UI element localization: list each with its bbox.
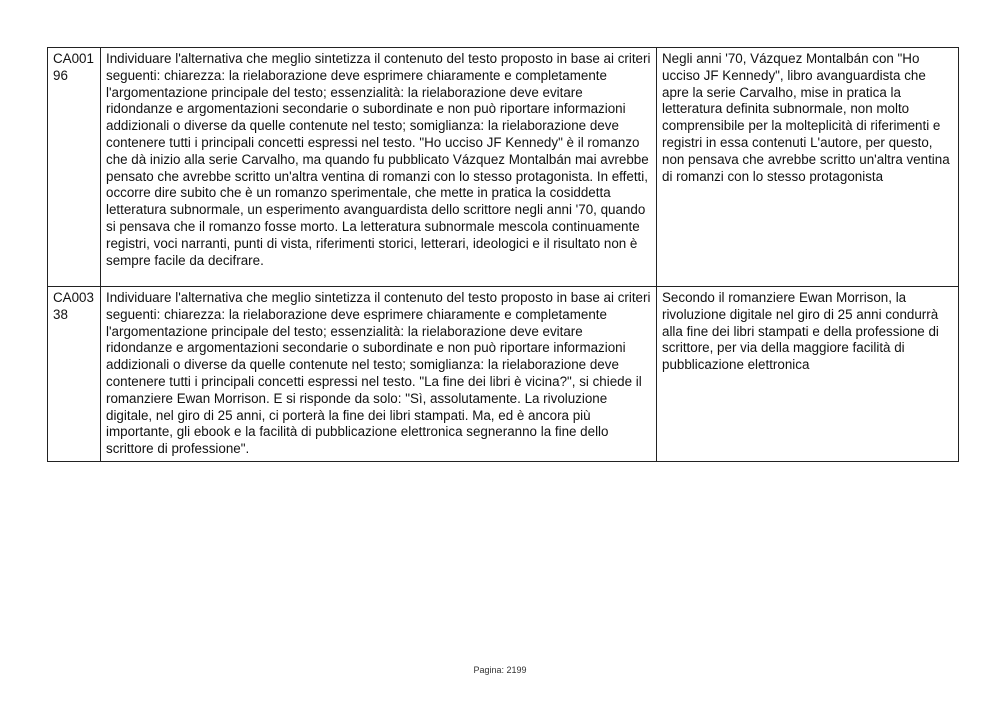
table-row: [48, 287, 959, 462]
answer-text-cell: Secondo il romanziere Ewan Morrison, la rivoluzione digitale nel giro di 25 anni condurrà alla fine dei libri stampati e della professione di scrittore, per via della maggiore facilità di pubblicazione elettronica: [657, 287, 959, 462]
question-text-cell: Individuare l'alternativa che meglio sintetizza il contenuto del testo proposto in base ai criteri seguenti: chiarezza: la rielaborazione deve esprimere chiaramente e completamente l'argomentazione principale del testo; essenzialità: la rielaborazione deve evitare ridondanze e argomentazioni secondarie o subordinate e non può riportare informazioni addizionali o diverse da quelle contenute nel testo; somiglianza: la rielaborazione deve contenere tutti i principali concetti espressi nel testo. "La fine dei libri è vicina?", si chiede il romanziere Ewan Morrison. E si risponde da solo: "Sì, assolutamente. La rivoluzione digitale, nel giro di 25 anni, ci porterà la fine dei libri stampati. Ma, ed è ancora più importante, gli ebook e la facilità di pubblicazione elettronica segneranno la fine dello scrittore di professione".: [101, 287, 657, 462]
question-id-cell: CA00196: [48, 48, 101, 287]
questions-table: [47, 47, 959, 462]
page-number: Pagina: 2199: [473, 665, 527, 675]
question-text-cell: Individuare l'alternativa che meglio sintetizza il contenuto del testo proposto in base ai criteri seguenti: chiarezza: la rielaborazione deve esprimere chiaramente e completamente l'argomentazione principale del testo; essenzialità: la rielaborazione deve evitare ridondanze e argomentazioni secondarie o subordinate e non può riportare informazioni addizionali o diverse da quelle contenute nel testo; somiglianza: la rielaborazione deve contenere tutti i principali concetti espressi nel testo. "Ho ucciso JF Kennedy" è il romanzo che dà inizio alla serie Carvalho, ma quando fu pubblicato Vázquez Montalbán mai avrebbe pensato che avrebbe scritto un'altra ventina di romanzi con lo stesso protagonista. In effetti, occorre dire subito che è un romanzo sperimentale, che mette in pratica la cosiddetta letteratura subnormale, un esperimento avanguardista dello scrittore negli anni '70, quando si pensava che il romanzo fosse morto. La letteratura subnormale mescola continuamente registri, voci narranti, punti di vista, riferimenti storici, letterari, ideologici e il risultato non è sempre facile da decifrare.: [101, 48, 657, 287]
table-row: [48, 48, 959, 287]
question-id-cell: CA00338: [48, 287, 101, 462]
answer-text-cell: Negli anni '70, Vázquez Montalbán con "Ho ucciso JF Kennedy", libro avanguardista che apre la serie Carvalho, mise in pratica la letteratura definita subnormale, non molto comprensibile per la molteplicità di riferimenti e registri in essa contenuti L'autore, per questo, non pensava che avrebbe scritto un'altra ventina di romanzi con lo stesso protagonista: [657, 48, 959, 287]
